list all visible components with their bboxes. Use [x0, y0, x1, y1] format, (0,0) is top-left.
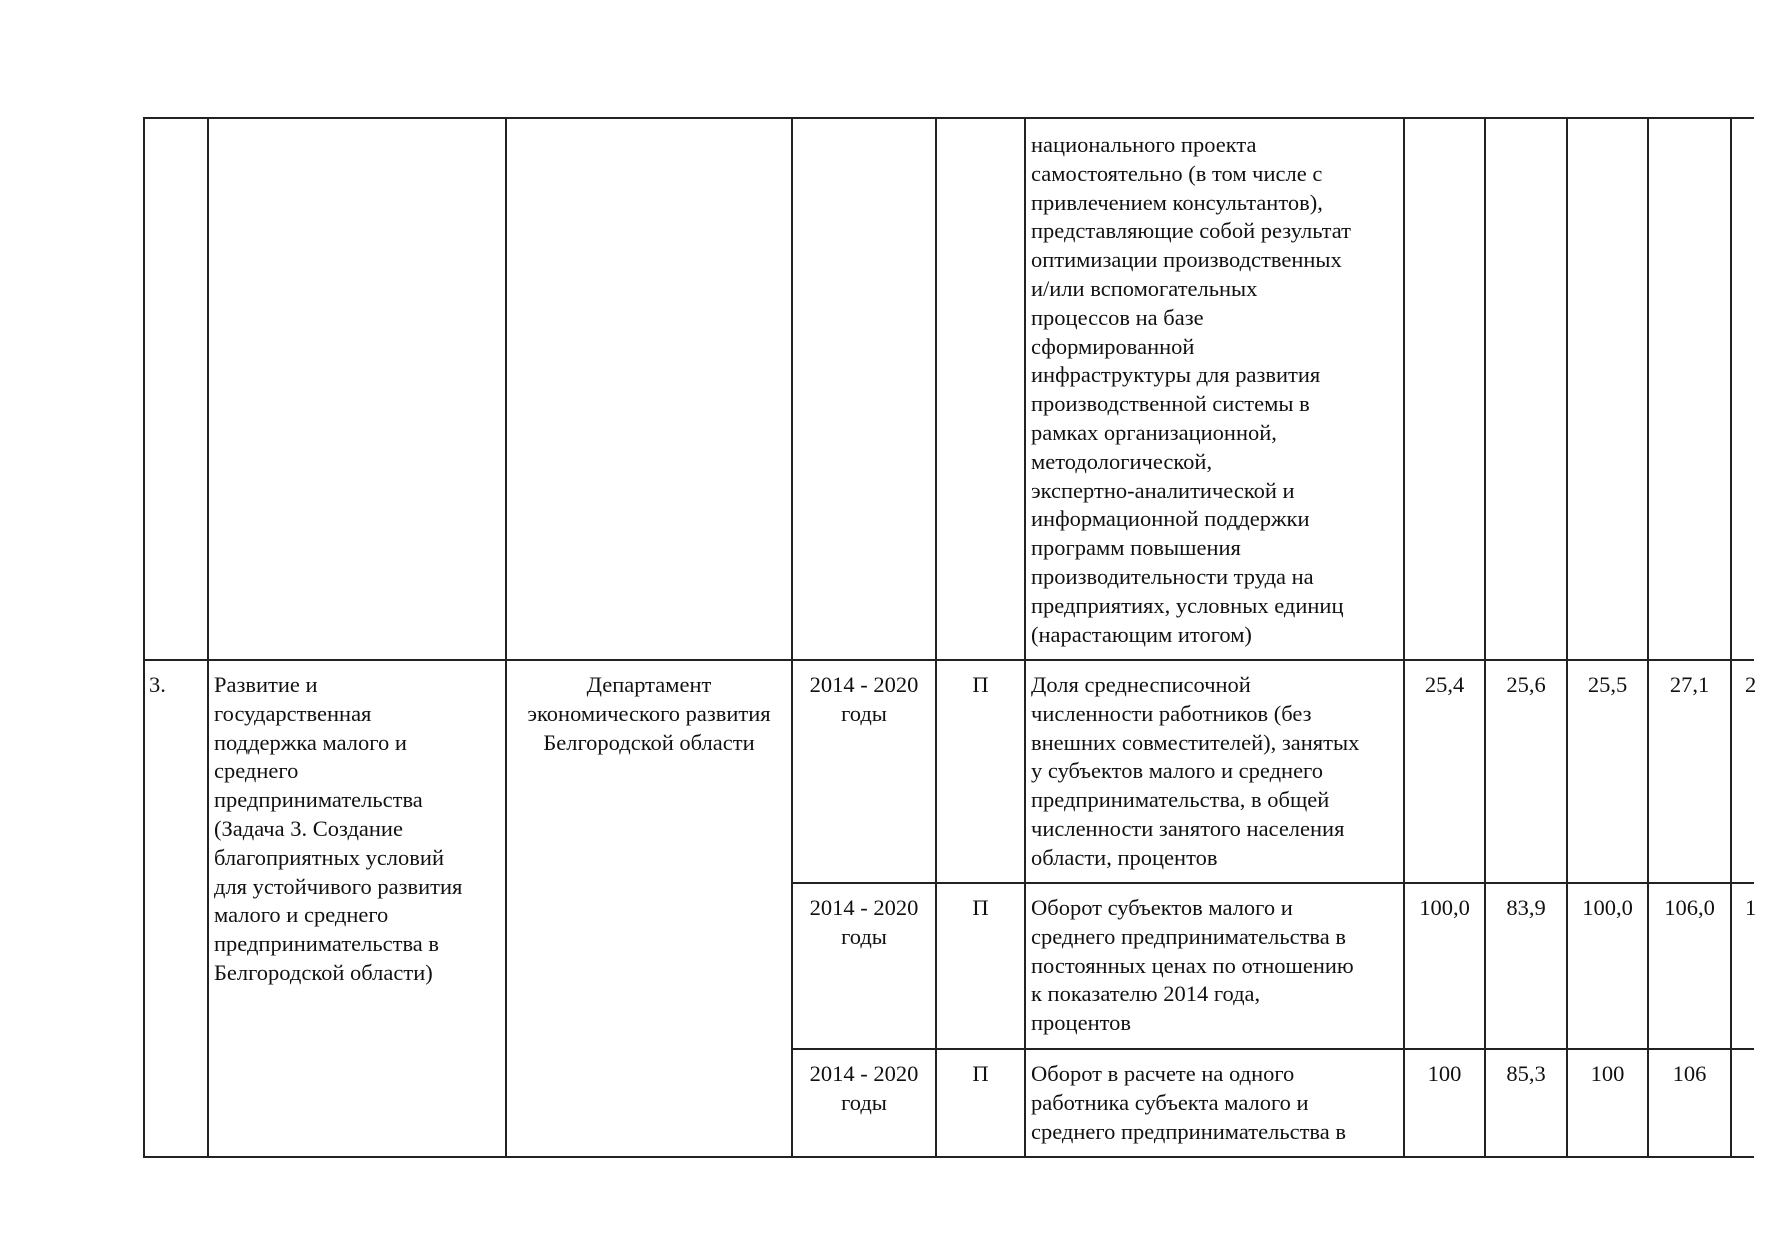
- column-divider: [1024, 117, 1026, 1158]
- value-cell: 106,0: [1664, 895, 1715, 920]
- value-cell: 1: [1745, 895, 1757, 920]
- executor-cell: Департамент экономического развития Белгородской области: [527, 672, 771, 755]
- column-divider: [1566, 117, 1568, 1158]
- value-cell: 100,0: [1419, 895, 1470, 920]
- value-cell: 83,9: [1506, 895, 1546, 920]
- type-cell: П: [972, 895, 989, 920]
- column-divider: [1647, 117, 1649, 1158]
- column-divider: [1484, 117, 1486, 1158]
- row-divider: [791, 1048, 1754, 1050]
- column-divider: [207, 117, 209, 1158]
- value-cell: 2: [1745, 672, 1757, 697]
- row-number: 3.: [149, 672, 166, 697]
- column-divider: [935, 117, 937, 1158]
- value-cell: 100: [1590, 1061, 1625, 1086]
- value-cell: 100: [1427, 1061, 1462, 1086]
- period-cell: 2014 - 2020 годы: [809, 895, 919, 949]
- period-cell: 2014 - 2020 годы: [809, 672, 919, 726]
- value-cell: 106: [1672, 1061, 1707, 1086]
- value-cell: 25,4: [1424, 672, 1465, 697]
- indicator-cell: Оборот субъектов малого и среднего предпринимательства в постоянных ценах по отношению к показателю 2014 года, процентов: [1031, 895, 1354, 1036]
- column-divider: [1730, 117, 1732, 1158]
- column-divider: [505, 117, 507, 1158]
- value-cell: 25,6: [1506, 672, 1546, 697]
- column-divider: [1403, 117, 1405, 1158]
- table-border-top: [143, 117, 1754, 119]
- value-cell: 85,3: [1506, 1061, 1546, 1086]
- type-cell: П: [972, 1061, 989, 1086]
- row-divider: [143, 659, 1754, 661]
- program-name-cell: Развитие и государственная поддержка малого и среднего предпринимательства (Задача 3. Создание благоприятных условий для устойчивого развития малого и среднего предпринимательства в Белгородской области): [214, 672, 463, 985]
- row-divider: [791, 882, 1754, 884]
- indicator-cell: Оборот в расчете на одного работника субъекта малого и среднего предпринимательства в: [1031, 1061, 1346, 1144]
- indicator-cell: Доля среднесписочной численности работников (без внешних совместителей), занятых у субъектов малого и среднего предпринимательства, в общей численности занятого населения области, процентов: [1031, 672, 1360, 870]
- value-cell: 27,1: [1669, 672, 1710, 697]
- table-border-bottom: [143, 1156, 1754, 1158]
- period-cell: 2014 - 2020 годы: [809, 1061, 919, 1115]
- value-cell: 100,0: [1582, 895, 1633, 920]
- indicator-cell: национального проекта самостоятельно (в том числе с привлечением консультантов), представляющие собой результат оптимизации производственных и/или вспомогательных процессов на базе сформированной инфраструктуры для развития производственной системы в рамках организационной, методологической, экспертно-аналитической и информационной поддержки программ повышения производительности труда на предприятиях, условных единиц (нарастающим итогом): [1031, 132, 1351, 647]
- type-cell: П: [972, 672, 989, 697]
- column-divider: [791, 117, 793, 1158]
- value-cell: 25,5: [1587, 672, 1628, 697]
- table-border-left: [143, 117, 145, 1158]
